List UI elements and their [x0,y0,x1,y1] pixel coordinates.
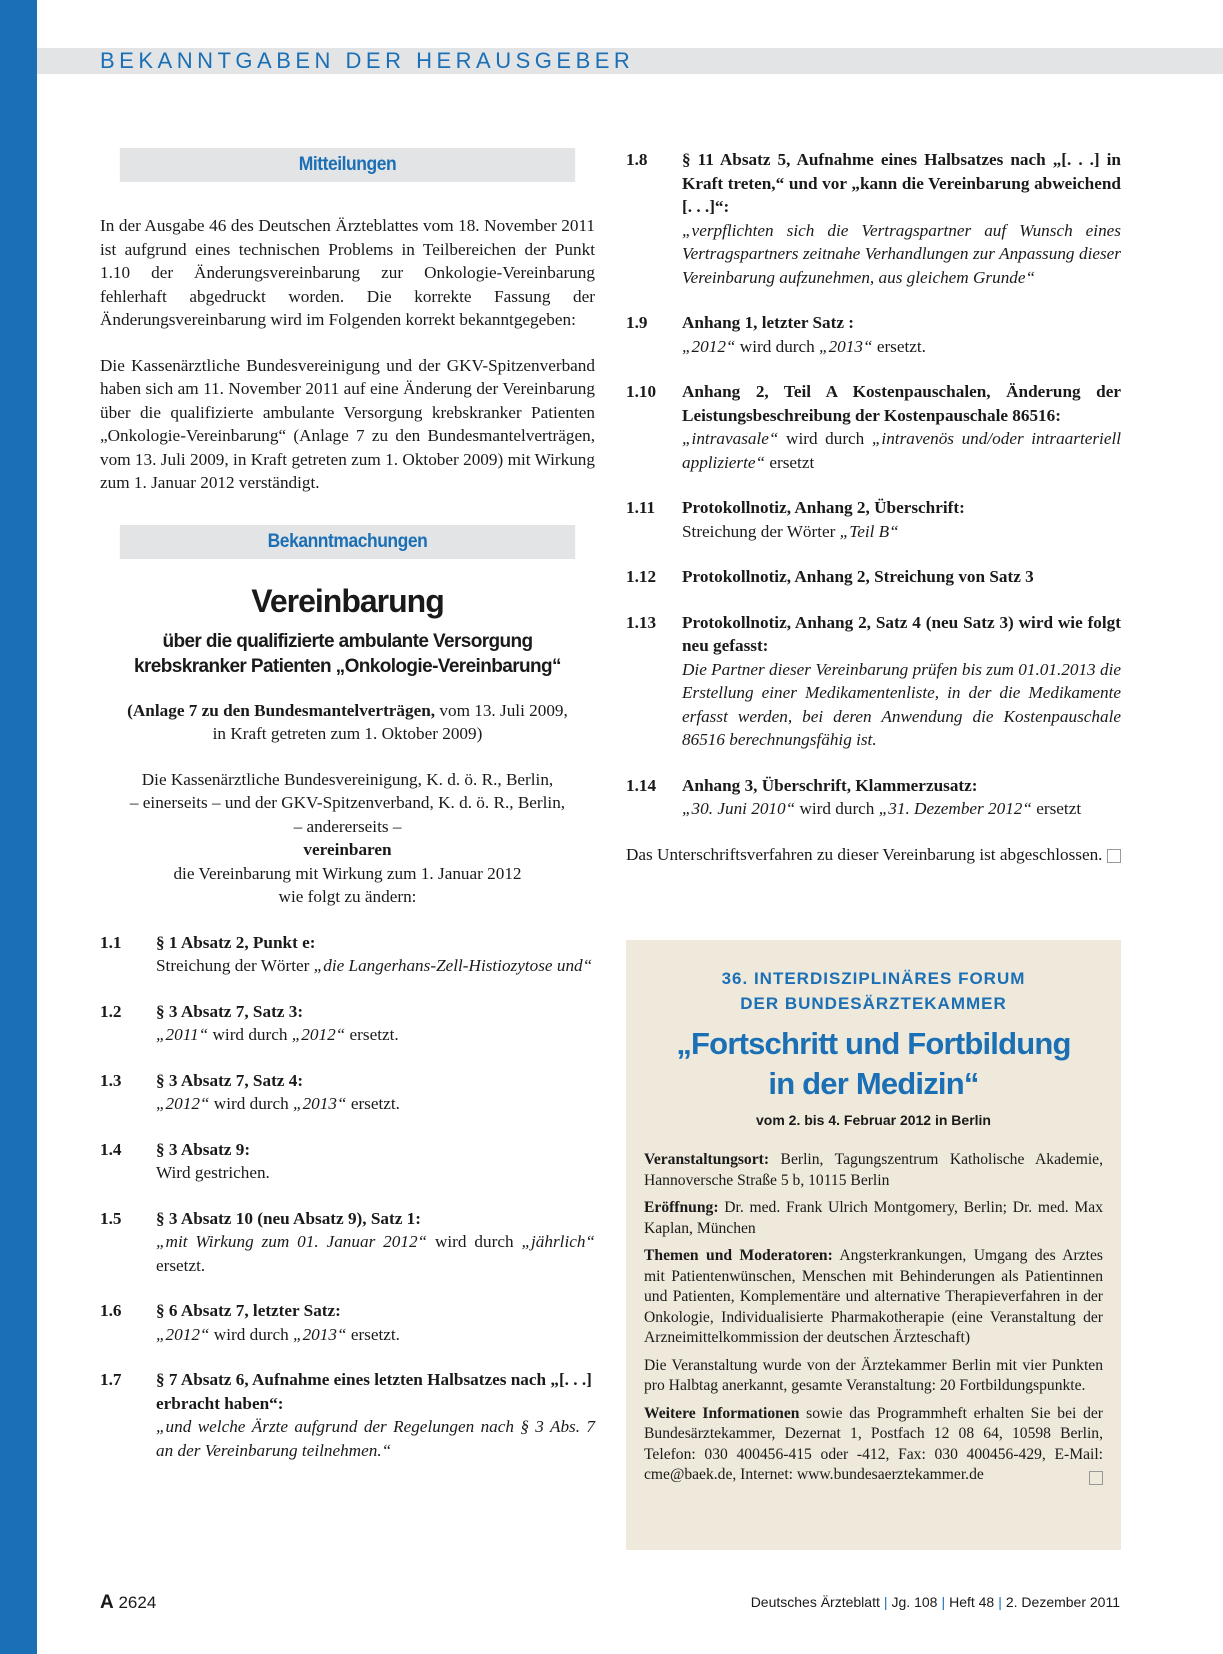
vereinbarung-subtitle-line-2: krebskranker Patienten „Onkologie-Vereinbarung“ [134,655,561,677]
list-item [626,611,1121,752]
item-text: Streichung der Wörter [156,956,314,975]
forum-label: Eröffnung: [644,1199,719,1216]
item-italic: „2012“ [156,1094,210,1113]
item-italic: „intravasale“ [682,429,779,448]
item-number: 1.7 [100,1370,122,1389]
forum-text: Angsterkrankungen, Umgang des Arztes mit Patientenwünschen, Menschen mit Behinderungen als Patientinnen und Patienten, Komplementäre und alternative Therapieverfahren in der Onkologie, Individualisierte Pharmakotherapie (eine Veranstaltung der Arzneimittelkommission der deutschen Ärzteschaft) [644,1247,1103,1346]
item-number: 1.9 [626,313,648,332]
item-text: wird durch [427,1232,522,1251]
item-italic: „2013“ [293,1094,347,1113]
item-italic: „2012“ [682,336,736,356]
item-text: wird durch [208,1025,292,1044]
item-heading: § 3 Absatz 7, Satz 3: [156,1001,304,1021]
list-item [626,565,1121,589]
item-italic: „30. Juni 2010“ [682,799,796,818]
item-italic: „31. Dezember 2012“ [878,799,1032,818]
parties-line-1: Die Kassenärztliche Bundesvereinigung, K. d. ö. R., Berlin, [141,769,554,789]
right-column [626,148,1121,866]
anlage-bold: (Anlage 7 zu den Bundesmantelverträgen, [127,700,436,720]
item-heading: § 11 Absatz 5, Aufnahme eines Halbsatzes nach „[. . .] in Kraft treten,“ und vor „kann die Vereinbarung abweichend [. . .]“: [682,150,1121,216]
forum-text: Berlin, Tagungszentrum Katholische Akademie, Hannoversche Straße 5 b, 10115 Berlin [644,1151,1103,1189]
item-heading: § 3 Absatz 9: [156,1139,251,1159]
item-number: 1.5 [100,1208,122,1228]
item-heading: Anhang 1, letzter Satz : [682,313,855,332]
item-number: 1.2 [100,1001,122,1021]
forum-title-line-1: „Fortschritt und Fortbildung [676,1026,1071,1061]
list-item [100,931,595,978]
anlage-note [100,699,595,746]
item-italic: „jährlich“ [521,1232,595,1251]
parties-line-3: – andererseits – [293,816,402,836]
item-text: wird durch [209,1324,294,1344]
item-heading: Protokollnotiz, Anhang 2, Überschrift: [682,498,965,517]
item-heading: Protokollnotiz, Anhang 2, Satz 4 (neu Satz 3) wird wie folgt neu gefasst: [682,612,1121,655]
item-text: ersetzt. [346,1094,400,1113]
forum-label: Veranstaltungsort: [644,1151,770,1168]
parties-line-2: – einerseits – und der GKV-Spitzenverband, K. d. ö. R., Berlin, [129,793,566,812]
item-text: ersetzt. [872,336,926,356]
left-column [100,148,595,1462]
item-text: ersetzt. [156,1255,206,1275]
item-number: 1.8 [626,150,648,169]
vereinbarung-subtitle [100,629,595,679]
list-item [626,148,1121,289]
item-number: 1.1 [100,932,122,952]
journal-volume: Jg. 108 [891,1594,938,1610]
forum-title-line-2: in der Medizin“ [768,1066,979,1101]
item-heading: § 7 Absatz 6, Aufnahme eines letzten Halbsatzes nach „[. . .] erbracht haben“: [156,1370,592,1413]
forum-title [644,1024,1103,1104]
page-number-value: 2624 [118,1593,157,1612]
forum-kicker-line-1: 36. INTERDISZIPLINÄRES FORUM [721,969,1026,988]
item-text: wird durch [209,1094,294,1113]
item-italic: „2012“ [156,1324,210,1344]
bekanntmachungen-heading: Bekanntmachungen [120,525,575,559]
separator: | [883,1594,888,1610]
forum-text: sowie das Programmheft erhalten Sie bei der Bundesärztekammer, Dezernat 1, Postfach 12 08 64, 10598 Berlin, Telefon: 030 400456-415 oder -412, Fax: 030 400456-429, E-Mail: cme@baek.de, Internet: www.bundesaerztekammer.de [644,1404,1103,1483]
end-mark-icon [1107,849,1121,863]
forum-kicker [644,966,1103,1016]
list-item [626,380,1121,474]
journal-issue: Heft 48 [949,1594,995,1610]
journal-footer [751,1594,1120,1610]
parties-line-6: wie folgt zu ändern: [278,887,417,906]
item-italic: „verpflichten sich die Vertragspartner auf Wunsch eines Vertragspartners zeitnahe Verhandlungen zur Anpassung dieser Vereinbarung aufzunehmen, aus gleichem Grunde“ [682,220,1121,287]
item-number: 1.6 [100,1301,122,1320]
item-heading: Protokollnotiz, Anhang 2, Streichung von Satz 3 [682,567,1034,586]
item-number: 1.10 [626,382,657,401]
closing-paragraph [626,843,1121,867]
item-heading: Anhang 3, Überschrift, Klammerzusatz: [682,775,978,795]
end-mark-icon [1089,1471,1103,1485]
page-number [100,1592,156,1614]
side-color-strip [0,0,37,1654]
item-number: 1.11 [626,498,656,517]
forum-label: Themen und Moderatoren: [644,1247,833,1264]
item-heading: § 3 Absatz 10 (neu Absatz 9), Satz 1: [156,1208,421,1228]
parties-line-5: die Vereinbarung mit Wirkung zum 1. Januar 2012 [173,863,522,883]
parties-block [100,768,595,909]
forum-date: vom 2. bis 4. Februar 2012 in Berlin [756,1112,991,1128]
vereinbarung-subtitle-line-1: über die qualifizierte ambulante Versorgung [162,630,533,652]
item-italic: „und welche Ärzte aufgrund der Regelungen nach § 3 Abs. 7 an der Vereinbarung teilnehmen.“ [156,1417,595,1460]
forum-details [644,1150,1103,1486]
item-heading: § 3 Absatz 7, Satz 4: [156,1070,304,1090]
item-heading: § 1 Absatz 2, Punkt e: [156,932,316,952]
item-italic: „Teil B“ [839,521,899,541]
mitteilung-paragraph-1: In der Ausgabe 46 des Deutschen Ärzteblattes vom 18. November 2011 ist aufgrund eines technischen Problems in Teilbereichen der Punkt 1.10 der Änderungsvereinbarung zur Onkologie-Vereinbarung fehlerhaft abgedruckt worden. Die korrekte Fassung der Änderungsvereinbarung wird im Folgenden korrekt bekanntgegeben: [100,216,595,329]
item-text: ersetzt. [345,1025,399,1044]
item-italic: „mit Wirkung zum 01. Januar 2012“ [156,1232,428,1251]
item-text: wird durch [795,799,879,818]
item-italic: „2013“ [819,336,873,356]
item-text: wird durch [735,336,820,356]
item-text: ersetzt. [346,1324,400,1344]
anlage-rest: vom 13. Juli 2009, [435,700,568,720]
list-item [100,1368,595,1462]
item-number: 1.13 [626,612,657,632]
list-item [100,1000,595,1047]
item-number: 1.14 [626,775,657,795]
forum-label: Weitere Informationen [644,1404,800,1422]
item-text: ersetzt [1031,799,1082,818]
item-italic: „2012“ [291,1025,346,1044]
forum-text: Die Veranstaltung wurde von der Ärztekammer Berlin mit vier Punkten pro Halbtag anerkannt, gesamte Veranstaltung: 20 Fortbildungspunkte. [644,1356,1103,1394]
item-italic: „intravenös und/oder intraarteriell applizierte“ [682,429,1121,472]
item-text: ersetzt [765,452,815,472]
anlage-line-2: in Kraft getreten zum 1. Oktober 2009) [212,724,483,743]
item-italic: „2011“ [156,1025,209,1044]
journal-name: Deutsches Ärzteblatt [750,1594,880,1610]
item-text: Streichung der Wörter [682,521,840,541]
list-item [100,1207,595,1278]
item-italic: Die Partner dieser Vereinbarung prüfen bis zum 01.01.2013 die Erstellung einer Medikamentenliste, in der die Medikamente erfasst werden, bei deren Anwendung die Kostenpauschale 86516 berechnungsfähig ist. [682,659,1121,749]
section-title: BEKANNTGABEN DER HERAUSGEBER [100,48,635,73]
item-number: 1.4 [100,1139,122,1159]
list-item [626,311,1121,358]
forum-announcement-box [626,940,1121,1550]
item-italic: „2013“ [293,1324,347,1344]
list-item [100,1299,595,1346]
separator: | [998,1594,1002,1610]
item-heading: Anhang 2, Teil A Kostenpauschalen, Änderung der Leistungsbeschreibung der Kostenpauschale 86516: [682,382,1121,425]
item-text: wird durch [778,429,872,448]
mitteilung-paragraph-2: Die Kassenärztliche Bundesvereinigung und der GKV-Spitzenverband haben sich am 11. November 2011 auf eine Änderung der Vereinbarung über die qualifizierte ambulante Versorgung krebskranker Patienten „Onkologie-Vereinbarung“ (Anlage 7 zu den Bundesmantelverträgen, vom 13. Juli 2009, in Kraft getreten zum 1. Oktober 2009) mit Wirkung zum 1. Januar 2012 verständigt. [100,355,595,492]
item-text: Wird gestrichen. [156,1163,270,1182]
item-number: 1.3 [100,1070,122,1090]
page-prefix: A [100,1592,114,1613]
item-heading: § 6 Absatz 7, letzter Satz: [156,1301,341,1320]
parties-line-4: vereinbaren [303,840,392,859]
item-number: 1.12 [626,567,657,586]
journal-date: 2. Dezember 2011 [1005,1594,1120,1610]
list-item [626,496,1121,543]
item-italic: „die Langerhans-Zell-Histiozytose und“ [313,956,593,975]
forum-kicker-line-2: DER BUNDESÄRZTEKAMMER [740,994,1007,1013]
list-item [100,1138,595,1185]
separator: | [941,1594,946,1610]
list-item [100,1069,595,1116]
forum-text: Dr. med. Frank Ulrich Montgomery, Berlin; Dr. med. Max Kaplan, München [644,1199,1103,1237]
list-item [626,774,1121,821]
vereinbarung-title: Vereinbarung [251,582,444,619]
mitteilungen-heading: Mitteilungen [120,148,575,182]
closing-text: Das Unterschriftsverfahren zu dieser Vereinbarung ist abgeschlossen. [626,844,1103,864]
